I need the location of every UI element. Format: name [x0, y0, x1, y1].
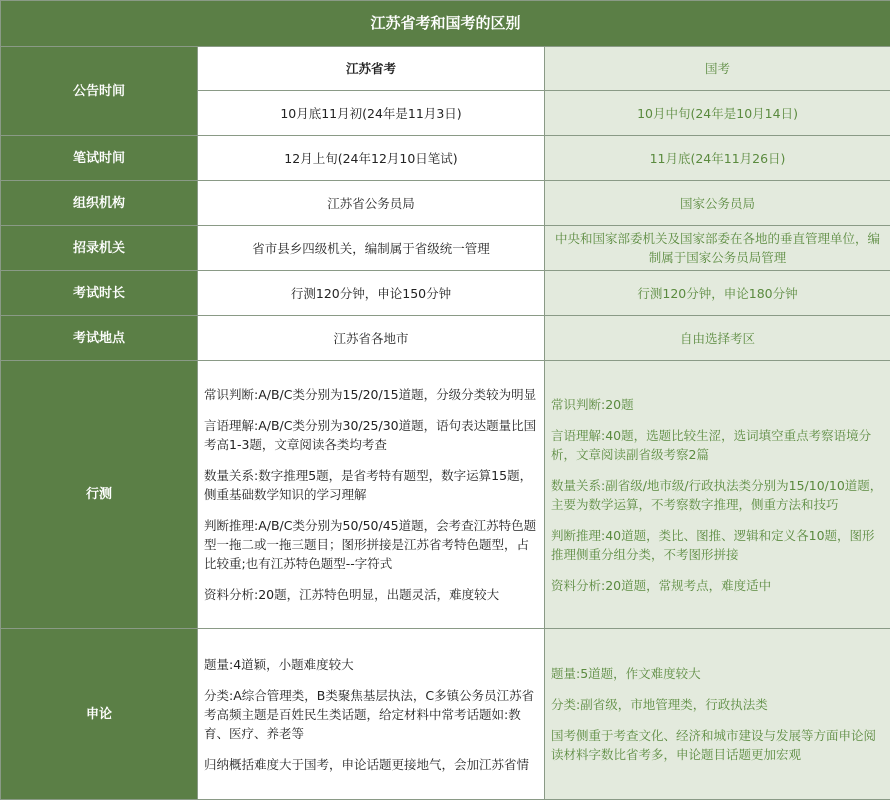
paragraph: 分类:副省级，市地管理类，行政执法类	[551, 697, 768, 712]
row-label-agency: 招录机关	[1, 226, 198, 271]
cell-shenlun-guokao	[545, 629, 890, 800]
cell-org-jiangsu: 江苏省公务员局	[198, 181, 545, 226]
cell-location-jiangsu: 江苏省各地市	[198, 316, 545, 361]
table-row	[1, 136, 890, 181]
cell-duration-guokao: 行测120分钟，申论180分钟	[545, 271, 890, 316]
cell-announce-jiangsu: 10月底11月初(24年是11月3日)	[198, 91, 545, 136]
header-row	[1, 47, 890, 91]
paragraph: 归纳概括难度大于国考，申论话题更接地气，会加江苏省情	[204, 756, 530, 772]
paragraph: 资料分析:20道题，常规考点，难度适中	[551, 577, 772, 593]
cell-written-jiangsu: 12月上旬(24年12月10日笔试)	[198, 136, 545, 181]
row-label-location: 考试地点	[1, 316, 198, 361]
table-row	[1, 316, 890, 361]
paragraph: 言语理解:40题，选题比较生涩，选词填空重点考察语境分析，文章阅读副省级考察2篇	[551, 427, 872, 462]
paragraph: 判断推理:A/B/C类分别为50/50/45道题，会考查江苏特色题型一拖二或一拖三题目；图形拼接是江苏省考特色题型，占比较重;也有江苏特色题型--字符式	[204, 518, 537, 571]
paragraph: 题量:5道题，作文难度较大	[551, 666, 701, 681]
cell-agency-guokao: 中央和国家部委机关及国家部委在各地的垂直管理单位，编制属于国家公务员局管理	[545, 226, 890, 271]
cell-written-guokao: 11月底(24年11月26日)	[545, 136, 890, 181]
paragraph: 常识判断:20题	[551, 396, 634, 412]
cell-xingce-guokao	[545, 361, 890, 629]
row-label-shenlun: 申论	[1, 629, 198, 800]
table-row	[1, 629, 890, 800]
title-row	[1, 1, 890, 47]
column-header-guokao: 国考	[545, 47, 890, 91]
cell-shenlun-jiangsu	[198, 629, 545, 800]
row-label-duration: 考试时长	[1, 271, 198, 316]
paragraph: 常识判断:A/B/C类分别为15/20/15道题，分级分类较为明显	[204, 387, 537, 402]
cell-location-guokao: 自由选择考区	[545, 316, 890, 361]
paragraph: 言语理解:A/B/C类分别为30/25/30道题，语句表达题量比国考高1-3题，文章阅读各类均考查	[204, 418, 537, 452]
paragraph: 数量关系:副省级/地市级/行政执法类分别为15/10/10道题，主要为数学运算，不考察数字推理，侧重方法和技巧	[551, 477, 883, 512]
cell-duration-jiangsu: 行测120分钟，申论150分钟	[198, 271, 545, 316]
column-header-jiangsu: 江苏省考	[198, 47, 545, 91]
cell-xingce-jiangsu	[198, 361, 545, 629]
cell-announce-guokao: 10月中旬(24年是10月14日)	[545, 91, 890, 136]
row-label-written: 笔试时间	[1, 136, 198, 181]
paragraph: 资料分析:20题，江苏特色明显，出题灵活，难度较大	[204, 587, 500, 602]
table-row	[1, 181, 890, 226]
paragraph: 国考侧重于考查文化、经济和城市建设与发展等方面申论阅读材料字数比省考多，申论题目话题更加宏观	[551, 728, 877, 762]
row-label-org: 组织机构	[1, 181, 198, 226]
cell-org-guokao: 国家公务员局	[545, 181, 890, 226]
row-label-xingce: 行测	[1, 361, 198, 629]
row-label-announce: 公告时间	[1, 47, 198, 136]
table-row	[1, 361, 890, 629]
paragraph: 题量:4道颖，小题难度较大	[204, 656, 354, 672]
table-row	[1, 271, 890, 316]
table-row	[1, 226, 890, 271]
cell-agency-jiangsu: 省市县乡四级机关，编制属于省级统一管理	[198, 226, 545, 271]
paragraph: 分类:A综合管理类，B类聚焦基层执法，C多镇公务员江苏省考高频主题是百姓民生类话题，给定材料中常考话题如:教育、医疗、养老等	[204, 687, 535, 741]
paragraph: 数量关系:数字推理5题，是省考特有题型，数字运算15题，侧重基础数学知识的学习理解	[204, 468, 533, 502]
paragraph: 判断推理:40道题，类比、图推、逻辑和定义各10题，图形推理侧重分组分类，不考图形拼接	[551, 527, 875, 562]
table-title: 江苏省考和国考的区别	[1, 1, 890, 47]
